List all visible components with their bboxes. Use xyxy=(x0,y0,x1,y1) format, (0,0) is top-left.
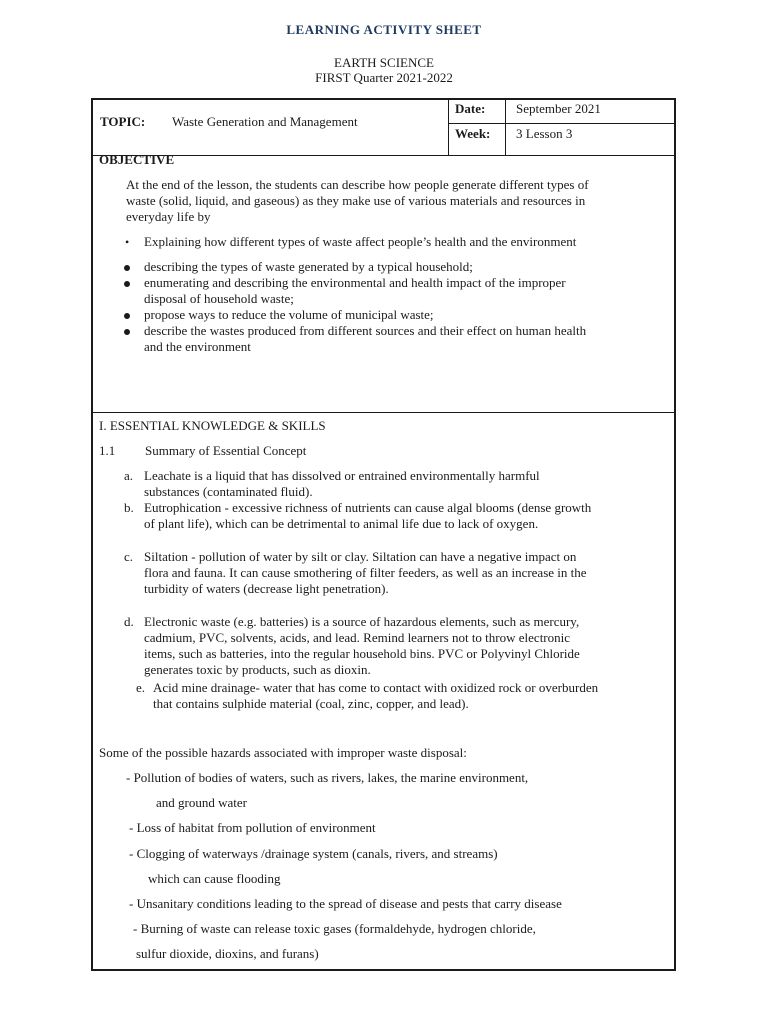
objective-item: describe the wastes produced from different sources and their effect on human health xyxy=(144,323,587,338)
hazard-line: sulfur dioxide, dioxins, and furans) xyxy=(136,946,319,961)
quarter-title: FIRST Quarter 2021-2022 xyxy=(315,70,453,85)
knowledge-heading: I. ESSENTIAL KNOWLEDGE & SKILLS xyxy=(99,418,326,433)
topic-label: TOPIC: xyxy=(100,114,146,129)
objective-intro-line: waste (solid, liquid, and gaseous) as they make use of various materials and resources in xyxy=(126,193,586,208)
week-value: 3 Lesson 3 xyxy=(516,126,573,141)
objective-heading: OBJECTIVE xyxy=(99,152,175,167)
hazard-line: and ground water xyxy=(156,795,247,810)
hazard-line: - Burning of waste can release toxic gases (formaldehyde, hydrogen chloride, xyxy=(133,921,536,936)
concept-line: flora and fauna. It can cause smothering of filter feeders, as well as an increase in the xyxy=(144,565,587,580)
concept-marker: d. xyxy=(124,614,134,629)
section-title: Summary of Essential Concept xyxy=(145,443,307,458)
concept-marker: b. xyxy=(124,500,134,515)
concept-line: that contains sulphide material (coal, zinc, copper, and lead). xyxy=(153,696,469,711)
activity-sheet-frame xyxy=(91,98,676,971)
concept-line: items, such as batteries, into the regular household bins. PVC or Polyvinyl Chloride xyxy=(144,646,580,661)
header-divider-vertical-1 xyxy=(448,100,449,155)
concept-line: Leachate is a liquid that has dissolved or entrained environmentally harmful xyxy=(144,468,540,483)
section-number: 1.1 xyxy=(99,443,116,458)
concept-marker: c. xyxy=(124,549,134,564)
objective-item: and the environment xyxy=(144,339,251,354)
objective-intro-line: everyday life by xyxy=(126,209,211,224)
hazard-line: - Pollution of bodies of waters, such as rivers, lakes, the marine environment, xyxy=(126,770,529,785)
concept-line: turbidity of waters (decrease light penetration). xyxy=(144,581,389,596)
concept-line: of plant life), which can be detrimental to animal life due to lack of oxygen. xyxy=(144,516,539,531)
concept-line: cadmium, PVC, solvents, acids, and lead. Remind learners not to throw electronic xyxy=(144,630,571,645)
topic-value: Waste Generation and Management xyxy=(172,114,358,129)
bullet-icon xyxy=(124,281,130,287)
hazard-line: which can cause flooding xyxy=(148,871,281,886)
objective-item: disposal of household waste; xyxy=(144,291,294,306)
hazard-line: - Clogging of waterways /drainage system (canals, rivers, and streams) xyxy=(129,846,498,861)
hazard-line: - Loss of habitat from pollution of environment xyxy=(129,820,376,835)
date-value: September 2021 xyxy=(516,101,601,116)
hazards-intro: Some of the possible hazards associated with improper waste disposal: xyxy=(99,745,467,760)
concept-line: Acid mine drainage- water that has come to contact with oxidized rock or overburden xyxy=(153,680,599,695)
header-divider-bottom xyxy=(93,155,676,156)
concept-line: generates toxic by products, such as dioxin. xyxy=(144,662,371,677)
objective-divider-bottom xyxy=(93,412,676,413)
hazard-line: - Unsanitary conditions leading to the spread of disease and pests that carry disease xyxy=(129,896,562,911)
concept-line: Eutrophication - excessive richness of nutrients can cause algal blooms (dense growth xyxy=(144,500,592,515)
objective-main-bullet: Explaining how different types of waste affect people’s health and the environment xyxy=(144,234,577,249)
concept-line: Electronic waste (e.g. batteries) is a source of hazardous elements, such as mercury, xyxy=(144,614,580,629)
objective-item: describing the types of waste generated by a typical household; xyxy=(144,259,473,274)
concept-marker: e. xyxy=(136,680,146,695)
date-label: Date: xyxy=(455,101,486,116)
objective-intro-line: At the end of the lesson, the students can describe how people generate different types of xyxy=(126,177,589,192)
concept-line: substances (contaminated fluid). xyxy=(144,484,313,499)
subject-title: EARTH SCIENCE xyxy=(334,55,434,70)
objective-item: enumerating and describing the environmental and health impact of the improper xyxy=(144,275,566,290)
objective-item: propose ways to reduce the volume of municipal waste; xyxy=(144,307,434,322)
bullet-icon xyxy=(124,313,130,319)
bullet-icon xyxy=(124,329,130,335)
bullet-icon xyxy=(124,265,130,271)
week-label: Week: xyxy=(455,126,491,141)
header-divider-vertical-2 xyxy=(505,100,506,155)
concept-marker: a. xyxy=(124,468,134,483)
bullet-icon: • xyxy=(125,235,130,249)
header-divider-date-week xyxy=(448,123,676,124)
sheet-title: LEARNING ACTIVITY SHEET xyxy=(286,22,482,37)
concept-line: Siltation - pollution of water by silt or clay. Siltation can have a negative impact on xyxy=(144,549,577,564)
